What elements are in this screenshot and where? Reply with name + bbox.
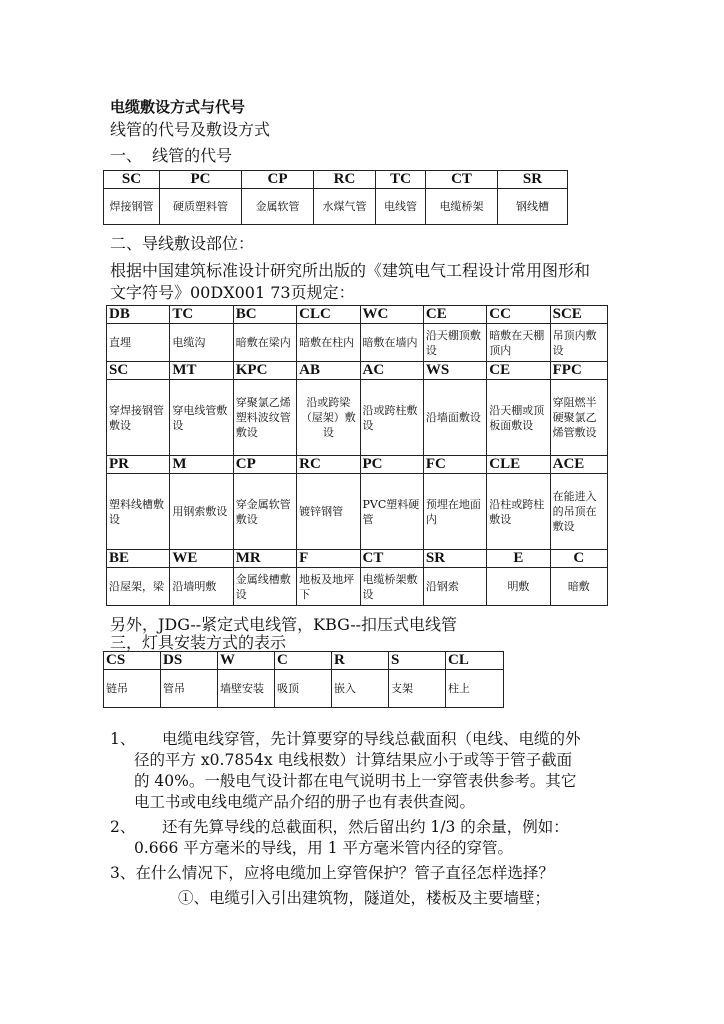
name-cell: 金属线槽敷设: [233, 568, 296, 606]
code-cell: CL: [446, 652, 504, 670]
code-cell: R: [332, 652, 389, 670]
code-cell: KPC: [233, 362, 296, 380]
intro-line: 文字符号》00DX001 73页规定：: [110, 283, 355, 302]
code-cell: AC: [360, 362, 423, 380]
code-cell: PR: [107, 456, 170, 474]
code-cell: CC: [487, 306, 550, 324]
name-cell: 沿天棚或顶板面敷设: [487, 380, 550, 456]
name-cell: 链吊: [104, 670, 161, 708]
name-cell: 暗敷在柱内: [297, 324, 360, 362]
table-row: [107, 306, 608, 324]
code-cell: DB: [107, 306, 170, 324]
table-row: [107, 456, 608, 474]
para2-number: 2、: [110, 818, 136, 836]
name-cell: 沿钢索: [423, 568, 486, 606]
section1-heading: 一、 线管的代号: [110, 146, 233, 165]
name-cell: 穿金属软管敷设: [233, 474, 296, 550]
name-cell: 用钢索敷设: [170, 474, 233, 550]
name-cell: 穿焊接钢管敷设: [107, 380, 170, 456]
laying-method-table: [106, 305, 608, 606]
code-cell: MR: [233, 550, 296, 568]
code-cell: M: [170, 456, 233, 474]
para3-line: 3、在什么情况下，应将电缆加上穿管保护？管子直径怎样选择？: [110, 864, 554, 882]
para1-line: 电工书或电线电缆产品介绍的册子也有表供查阅。: [134, 793, 476, 811]
section3-heading: 三，灯具安装方式的表示: [110, 633, 287, 652]
name-cell: 焊接钢管: [104, 189, 160, 225]
name-cell: 墙壁安装: [218, 670, 275, 708]
name-cell: 暗敷: [550, 568, 607, 606]
code-cell: CE: [487, 362, 550, 380]
para2-line: 0.666 平方毫米的导线，用 1 平方毫米管内径的穿管。: [134, 839, 514, 857]
code-cell: WE: [170, 550, 233, 568]
name-cell: 地板及地坪下: [297, 568, 360, 606]
code-cell: SC: [107, 362, 170, 380]
lamp-mount-table: [103, 651, 504, 708]
table-row: [104, 670, 504, 708]
name-cell: PVC塑料硬管: [360, 474, 423, 550]
intro-line: 根据中国建筑标准设计研究所出版的《建筑电气工程设计常用图形和: [110, 261, 591, 280]
name-cell: 钢线槽: [498, 189, 568, 225]
code-cell: DS: [161, 652, 218, 670]
code-cell: TC: [170, 306, 233, 324]
name-cell: 穿阻燃半硬聚氯乙烯管敷设: [550, 380, 607, 456]
code-cell: C: [550, 550, 607, 568]
name-cell: 沿天棚顶敷设: [423, 324, 486, 362]
para1-line: 径的平方 x0.7854x 电线根数）计算结果应小于或等于管子截面: [134, 751, 573, 769]
name-cell: 硬质塑料管: [160, 189, 242, 225]
code-cell: FPC: [550, 362, 607, 380]
para4-line: ①、电缆引入引出建筑物，隧道处，楼板及主要墙壁；: [178, 889, 551, 907]
code-cell: CP: [242, 171, 314, 189]
table-row: [107, 568, 608, 606]
code-cell: SCE: [550, 306, 607, 324]
code-cell: MT: [170, 362, 233, 380]
name-cell: 暗敷在梁内: [233, 324, 296, 362]
code-cell: PC: [160, 171, 242, 189]
table-row: [107, 324, 608, 362]
conduit-code-table: [103, 170, 568, 225]
name-cell: 管吊: [161, 670, 218, 708]
para2-line: 还有先算导线的总截面积，然后留出约 1/3 的余量，例如：: [162, 818, 569, 836]
doc-subtitle: 线管的代号及敷设方式: [110, 120, 271, 139]
code-cell: WC: [360, 306, 423, 324]
para1-line: 电缆电线穿管，先计算要穿的导线总截面积（电线、电缆的外: [162, 730, 581, 748]
code-cell: CP: [233, 456, 296, 474]
name-cell: 沿墙面敷设: [423, 380, 486, 456]
code-cell: BE: [107, 550, 170, 568]
code-cell: F: [297, 550, 360, 568]
code-cell: RC: [314, 171, 376, 189]
name-cell: 沿柱或跨柱敷设: [487, 474, 550, 550]
name-cell: 嵌入: [332, 670, 389, 708]
name-cell: 暗敷在墙内: [360, 324, 423, 362]
code-cell: TC: [376, 171, 426, 189]
code-cell: CLC: [297, 306, 360, 324]
name-cell: 塑料线槽敷设: [107, 474, 170, 550]
name-cell: 镀锌钢管: [297, 474, 360, 550]
code-cell: C: [275, 652, 332, 670]
code-cell: CT: [426, 171, 498, 189]
code-cell: S: [389, 652, 446, 670]
name-cell: 柱上: [446, 670, 504, 708]
table-row: [107, 362, 608, 380]
name-cell: 支架: [389, 670, 446, 708]
code-cell: CLE: [487, 456, 550, 474]
section2-heading: 二、导线敷设部位：: [110, 234, 255, 253]
name-cell: 沿或跨柱敷设: [360, 380, 423, 456]
table-row: [107, 550, 608, 568]
code-cell: WS: [423, 362, 486, 380]
code-cell: E: [487, 550, 550, 568]
name-cell: 电线管: [376, 189, 426, 225]
name-cell: 在能进入的吊顶在敷设: [550, 474, 607, 550]
name-cell: 电缆桥架敷设: [360, 568, 423, 606]
name-cell: 电缆桥架: [426, 189, 498, 225]
code-cell: W: [218, 652, 275, 670]
name-cell: 电缆沟: [170, 324, 233, 362]
para1-number: 1、: [110, 730, 136, 748]
name-cell: 穿电线管敷设: [170, 380, 233, 456]
name-cell: 暗敷在天棚顶内: [487, 324, 550, 362]
code-cell: CS: [104, 652, 161, 670]
code-cell: PC: [360, 456, 423, 474]
table-row: [104, 171, 568, 189]
name-cell: 直埋: [107, 324, 170, 362]
table-row: [107, 474, 608, 550]
code-cell: AB: [297, 362, 360, 380]
table-row: [104, 189, 568, 225]
table-row: [107, 380, 608, 456]
name-cell: 沿墙明敷: [170, 568, 233, 606]
code-cell: FC: [423, 456, 486, 474]
code-cell: SR: [498, 171, 568, 189]
code-cell: RC: [297, 456, 360, 474]
name-cell: 吸顶: [275, 670, 332, 708]
code-cell: CT: [360, 550, 423, 568]
code-cell: BC: [233, 306, 296, 324]
name-cell: 水煤气管: [314, 189, 376, 225]
name-cell: 明敷: [487, 568, 550, 606]
note-line: 另外，JDG--紧定式电线管，KBG--扣压式电线管: [110, 615, 458, 634]
name-cell: 吊顶内敷设: [550, 324, 607, 362]
name-cell: 沿或跨梁（屋架）敷设: [297, 380, 360, 456]
code-cell: SC: [104, 171, 160, 189]
doc-title: 电缆敷设方式与代号: [110, 98, 246, 116]
code-cell: ACE: [550, 456, 607, 474]
name-cell: 金属软管: [242, 189, 314, 225]
table-row: [104, 652, 504, 670]
name-cell: 预埋在地面内: [423, 474, 486, 550]
para1-line: 的 40%。一般电气设计都在电气说明书上一穿管表供参考。其它: [134, 772, 577, 790]
name-cell: 穿聚氯乙烯塑料波纹管敷设: [233, 380, 296, 456]
code-cell: SR: [423, 550, 486, 568]
name-cell: 沿屋架，梁: [107, 568, 170, 606]
code-cell: CE: [423, 306, 486, 324]
